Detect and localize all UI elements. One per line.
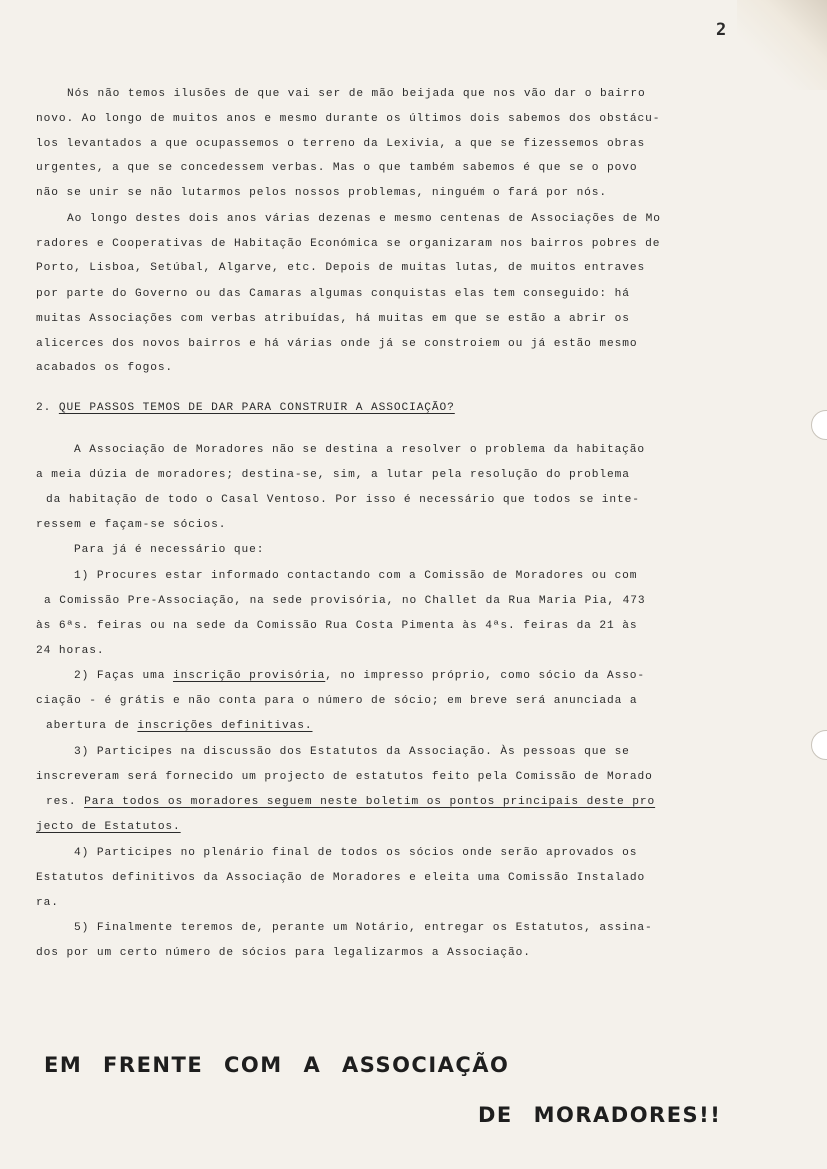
section-title: QUE PASSOS TEMOS DE DAR PARA CONSTRUIR A ASSOCIAÇÃO? xyxy=(58,402,455,414)
paragraph1-line: urgentes, a que se concedessem verbas. Mas o que também sabemos é que se o povo xyxy=(36,162,638,174)
paragraph2-line: por parte do Governo ou das Camaras algumas conquistas elas tem conseguido: há xyxy=(36,288,630,300)
section-number: 2. xyxy=(36,402,52,414)
paragraph3-line: A Associação de Moradores não se destina a resolver o problema da habitação xyxy=(74,444,646,456)
step3-line: inscreveram será fornecido um projecto de estatutos feito pela Comissão de Morado xyxy=(36,771,653,783)
paragraph1-line: los levantados a que ocupassemos o terreno da Lexivia, a que se fizessemos obras xyxy=(36,138,646,150)
paragraph3-line: a meia dúzia de moradores; destina-se, sim, a lutar pela resolução do problema xyxy=(36,469,630,481)
paragraph2-line: muitas Associações com verbas atribuídas, há muitas em que se estão a abrir os xyxy=(36,313,630,325)
step1-line: 1) Procures estar informado contactando com a Comissão de Moradores ou com xyxy=(74,570,638,582)
punch-hole-bottom xyxy=(811,730,827,760)
paragraph2-line: Ao longo destes dois anos várias dezenas e mesmo centenas de Associações de Mo xyxy=(67,213,661,225)
banner-line-1: EM FRENTE COM A ASSOCIAÇÃO xyxy=(44,1053,510,1077)
banner-line-2: DE MORADORES!! xyxy=(478,1103,722,1127)
step1-line: a Comissão Pre-Associação, na sede provisória, no Challet da Rua Maria Pia, 473 xyxy=(44,595,646,607)
step2-line xyxy=(74,668,645,684)
step2-text: 2) Faças uma xyxy=(74,670,173,682)
paragraph3-line: da habitação de todo o Casal Ventoso. Por isso é necessário que todos se inte- xyxy=(46,494,640,506)
step2-text: abertura de xyxy=(46,720,138,732)
step3-line xyxy=(36,819,181,835)
step5-line: dos por um certo número de sócios para legalizarmos a Associação. xyxy=(36,947,531,959)
page-number: 2 xyxy=(716,20,727,40)
step4-line: 4) Participes no plenário final de todos os sócios onde serão aprovados os xyxy=(74,847,638,859)
step3-line xyxy=(46,794,655,810)
step4-line: Estatutos definitivos da Associação de Moradores e eleita uma Comissão Instalado xyxy=(36,872,646,884)
step2-underlined: inscrição provisória xyxy=(172,670,326,682)
step2-text: , no impresso próprio, como sócio da Asso- xyxy=(325,670,646,682)
step1-line: 24 horas. xyxy=(36,645,105,657)
step3-text: res. xyxy=(46,796,85,808)
paragraph1-line: Nós não temos ilusões de que vai ser de mão beijada que nos vão dar o bairro xyxy=(67,88,646,100)
step3-underlined: jecto de Estatutos. xyxy=(36,821,181,833)
step2-underlined: inscrições definitivas. xyxy=(137,720,313,732)
folded-corner xyxy=(737,0,827,90)
paragraph1-line: não se unir se não lutarmos pelos nossos problemas, ninguém o fará por nós. xyxy=(36,187,608,199)
punch-hole-top xyxy=(811,410,827,440)
step1-line: às 6ªs. feiras ou na sede da Comissão Rua Costa Pimenta às 4ªs. feiras da 21 às xyxy=(36,620,638,632)
step4-line: ra. xyxy=(36,897,59,909)
step3-line: 3) Participes na discussão dos Estatutos da Associação. Às pessoas que se xyxy=(74,746,630,758)
step5-line: 5) Finalmente teremos de, perante um Notário, entregar os Estatutos, assina- xyxy=(74,922,653,934)
paragraph2-line: Porto, Lisboa, Setúbal, Algarve, etc. Depois de muitas lutas, de muitos entraves xyxy=(36,262,646,274)
section-heading xyxy=(36,400,455,416)
paragraph2-line: acabados os fogos. xyxy=(36,362,174,374)
paragraph2-line: radores e Cooperativas de Habitação Económica se organizaram nos bairros pobres de xyxy=(36,238,661,250)
step2-line: ciação - é grátis e não conta para o número de sócio; em breve será anunciada a xyxy=(36,695,638,707)
paragraph1-line: novo. Ao longo de muitos anos e mesmo durante os últimos dois sabemos dos obstácu- xyxy=(36,113,661,125)
step2-line xyxy=(46,718,313,734)
steps-intro: Para já é necessário que: xyxy=(74,544,265,556)
paragraph3-line: ressem e façam-se sócios. xyxy=(36,519,227,531)
step3-underlined: Para todos os moradores seguem neste boletim os pontos principais deste pro xyxy=(84,796,656,808)
paragraph2-line: alicerces dos novos bairros e há várias onde já se constroiem ou já estão mesmo xyxy=(36,338,638,350)
